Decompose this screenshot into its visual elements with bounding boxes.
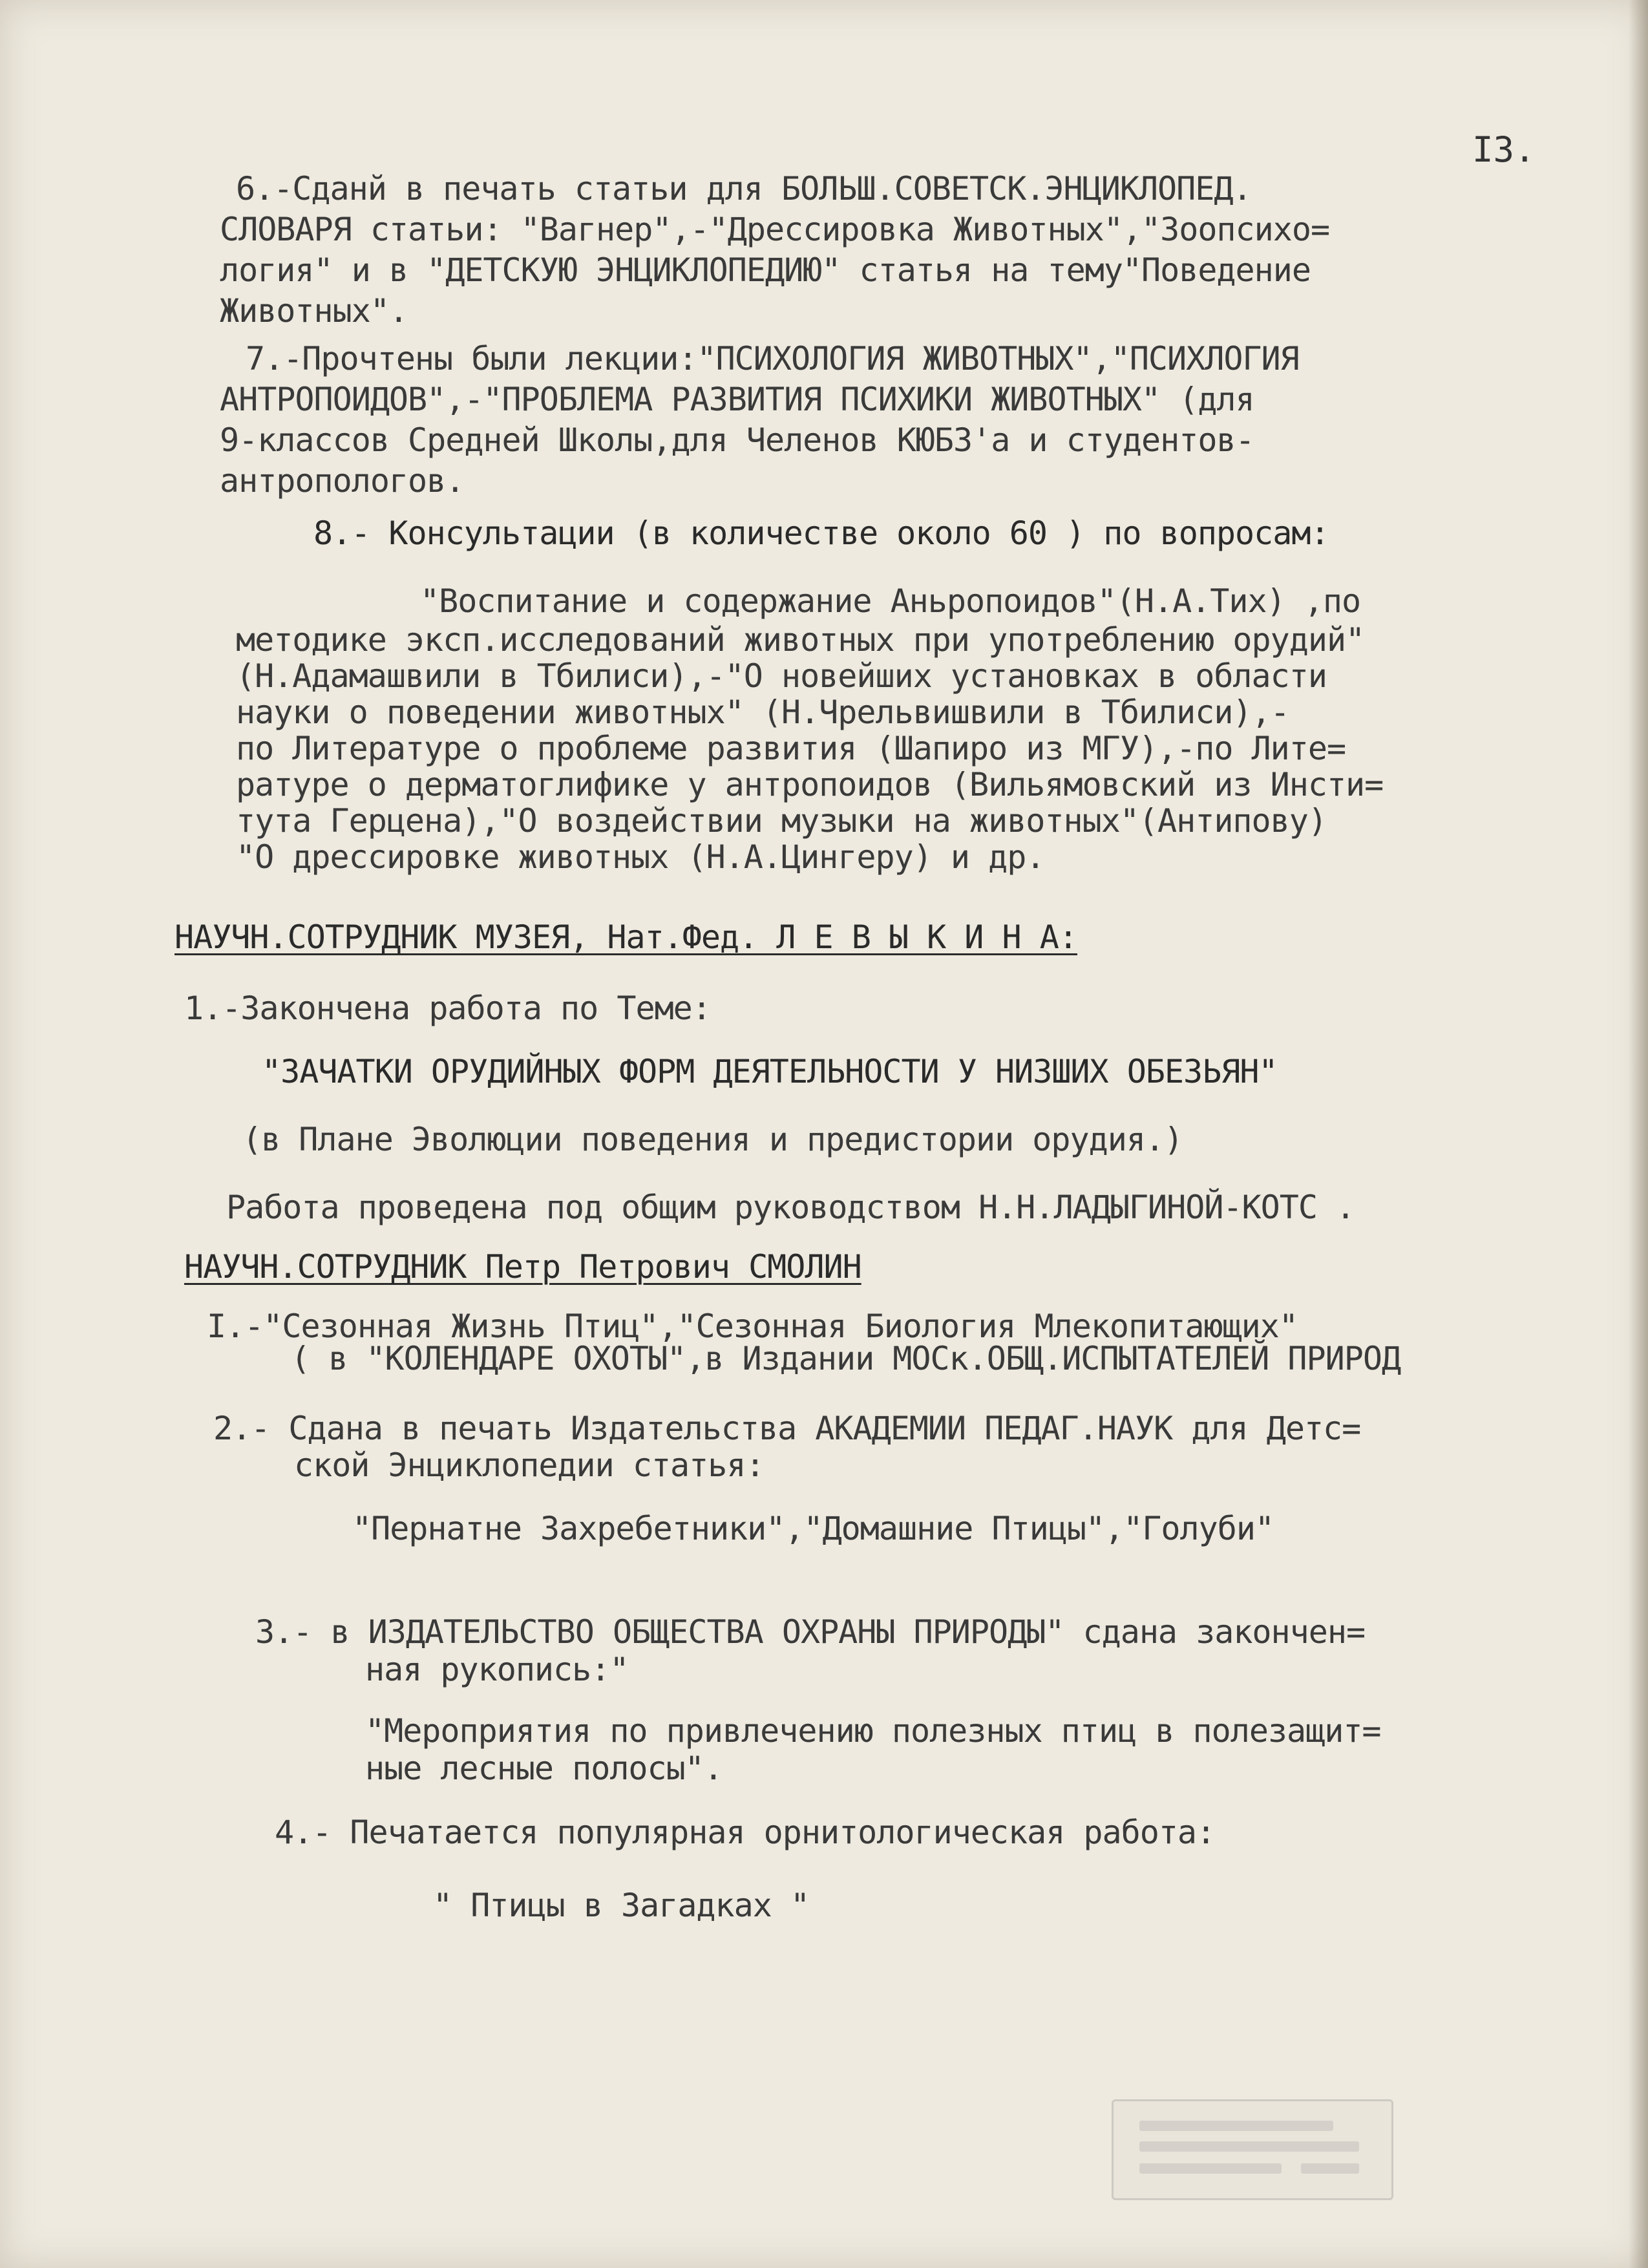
levykina-topic: "ЗАЧАТКИ ОРУДИЙНЫХ ФОРМ ДЕЯТЕЛЬНОСТИ У НИЗШИХ ОБЕЗЬЯН" [262, 1053, 1278, 1090]
item-8-line-7: ратуре о дерматоглифике у антропоидов (Вильямовский из Инсти= [236, 766, 1384, 803]
smolin-item-2-line-2: ской Энциклопедии статья: [294, 1447, 765, 1484]
levykina-heading: НАУЧН.СОТРУДНИК МУЗЕЯ, Нат.Фед. Л Е В Ы К И Н А: [174, 918, 1077, 956]
item-6-line-4: Животных". [220, 292, 408, 330]
item-8-line-3: методике эксп.исследований животных при употреблению орудий" [236, 621, 1365, 659]
smolin-item-4-line-1: 4.- Печатается популярная орнитологическая работа: [275, 1814, 1216, 1851]
item-8-line-4: (Н.Адамашвили в Тбилиси),-"О новейших установках в области [236, 657, 1327, 695]
item-6-line-2: СЛОВАРЯ статьи: "Вагнер",-"Дрессировка Животных","Зоопсихо= [220, 211, 1330, 248]
smolin-heading: НАУЧН.СОТРУДНИК Петр Петрович СМОЛИН [184, 1248, 861, 1286]
item-8-line-5: науки о поведении животных" (Н.Чрельвишвили в Тбилиси),- [236, 694, 1289, 731]
levykina-line-3: (в Плане Эволюции поведения и предистории орудия.) [242, 1121, 1183, 1158]
item-6-line-3: логия" и в "ДЕТСКУЮ ЭНЦИКЛОПЕДИЮ" статья на тему"Поведение [220, 251, 1311, 289]
levykina-line-1: 1.-Закончена работа по Теме: [184, 990, 711, 1027]
smolin-item-3-line-3: "Мероприятия по привлечению полезных птиц в полезащит= [365, 1712, 1381, 1750]
archive-stamp [1112, 2099, 1393, 2200]
item-8-line-1: 8.- Консультации (в количестве около 60 ) по вопросам: [313, 514, 1329, 552]
smolin-item-1-line-1: I.-"Сезонная Жизнь Птиц","Сезонная Биология Млекопитающих" [207, 1308, 1298, 1345]
smolin-item-4-line-2: " Птицы в Загадках " [433, 1887, 810, 1924]
smolin-item-3-line-2: ная рукопись:" [365, 1651, 629, 1688]
item-7-line-4: антропологов. [220, 462, 465, 500]
item-8-line-2: "Воспитание и содержание Аньропоидов"(Н.А.Тих) ,по [420, 582, 1361, 620]
item-8-line-8: тута Герцена),"О воздействии музыки на животных"(Антипову) [236, 802, 1327, 840]
smolin-item-3-line-1: 3.- в ИЗДАТЕЛЬСТВО ОБЩЕСТВА ОХРАНЫ ПРИРОДЫ" сдана закончен= [255, 1613, 1366, 1651]
smolin-item-2-line-3: "Пернатне Захребетники","Домашние Птицы","Голуби" [352, 1510, 1274, 1547]
item-8-line-9: "О дрессировке животных (Н.А.Цингеру) и др. [236, 838, 1045, 876]
item-7-line-1: 7.-Прочтены были лекции:"ПСИХОЛОГИЯ ЖИВОТНЫХ","ПСИХЛОГИЯ [246, 340, 1299, 377]
item-7-line-2: АНТРОПОИДОВ",-"ПРОБЛЕМА РАЗВИТИЯ ПСИХИКИ ЖИВОТНЫХ" (для [220, 381, 1254, 418]
item-8-line-6: по Литературе о проблеме развития (Шапиро из МГУ),-по Лите= [236, 730, 1346, 767]
smolin-item-3-line-4: ные лесные полосы". [365, 1750, 723, 1787]
item-7-line-3: 9-классов Средней Школы,для Челенов КЮБЗ'а и студентов- [220, 421, 1254, 459]
smolin-item-1-line-2: ( в "КОЛЕНДАРЕ ОХОТЫ",в Издании МОСк.ОБЩ.ИСПЫТАТЕЛЕЙ ПРИРОД [291, 1340, 1401, 1377]
item-6-line-1: 6.-Сданй в печать статьи для БОЛЬШ.СОВЕТСК.ЭНЦИКЛОПЕД. [236, 170, 1252, 207]
page-number: I3. [1472, 129, 1536, 170]
smolin-item-2-line-1: 2.- Сдана в печать Издательства АКАДЕМИИ ПЕДАГ.НАУК для Детс= [213, 1410, 1361, 1447]
levykina-line-4: Работа проведена под общим руководством Н.Н.ЛАДЫГИНОЙ-КОТС . [226, 1189, 1355, 1226]
